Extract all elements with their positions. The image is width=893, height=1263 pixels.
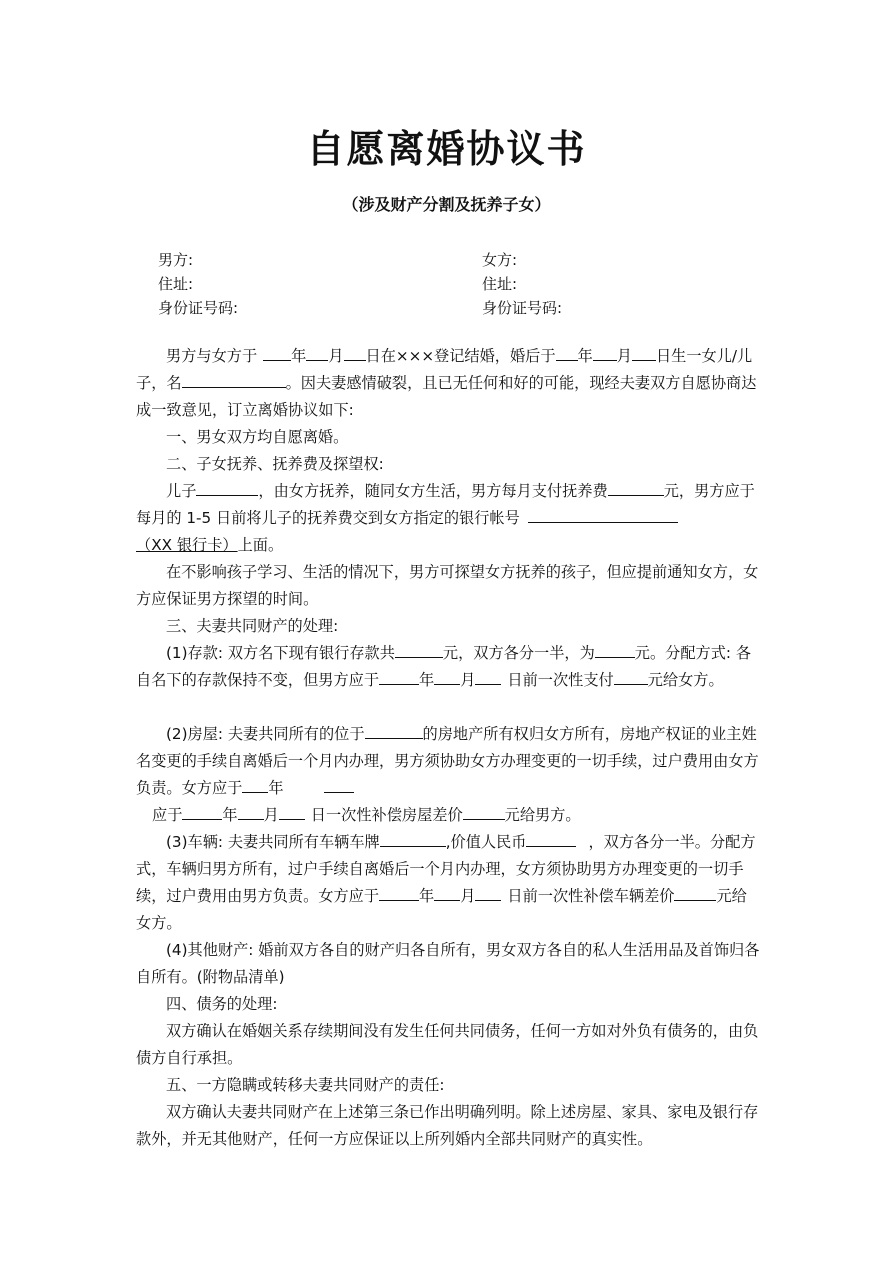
- male-label: 男方:: [158, 251, 194, 269]
- section-2-heading: 二、子女抚养、抚养费及探望权:: [166, 455, 384, 473]
- document-title: 自愿离婚协议书: [306, 127, 587, 171]
- bank-card-note: （XX 银行卡）: [136, 536, 238, 554]
- female-id-label: 身份证号码:: [482, 299, 563, 317]
- party-female-block: [482, 248, 562, 320]
- male-id-label: 身份证号码:: [158, 299, 239, 317]
- child-support-paragraph: 儿子 ，由女方抚养，随同女方生活，男方每月支付抚养费 元，男方应于每月的 1-5 日前将儿子的抚养费交到女方指定的银行帐号 （XX 银行卡）上面。: [136, 482, 755, 554]
- male-address-label: 住址:: [158, 275, 194, 293]
- concealment-paragraph: 双方确认夫妻共同财产在上述第三条已作出明确列明。除上述房屋、家具、家电及银行存款外，并无其他财产，任何一方应保证以上所列婚内全部共同财产的真实性。: [136, 1103, 759, 1148]
- section-5-heading: 五、一方隐瞒或转移夫妻共同财产的责任:: [166, 1076, 445, 1094]
- section-3-heading: 三、夫妻共同财产的处理:: [166, 617, 339, 635]
- section-4-heading: 四、债务的处理:: [166, 995, 278, 1013]
- other-property-paragraph: (4)其他财产: 婚前双方各自的财产归各自所有，男女双方各自的私人生活用品及首饰归各自所有。(附物品清单): [136, 941, 760, 986]
- female-label: 女方:: [482, 251, 518, 269]
- car-paragraph: (3)车辆: 夫妻共同所有车辆车牌 ,价值人民币 ，双方各分一半。分配方式，车辆归男方所有，过户手续自离婚后一个月内办理，女方须协助男方办理变更的一切手续，过户费用由男方负责。女方应于 年 月 日前一次性补偿车辆差价 元给女方。: [136, 833, 756, 932]
- section-1: 一、男女双方均自愿离婚。: [166, 428, 349, 446]
- house-payment-line: 应于 年 月 日一次性补偿房屋差价 元给男方。: [152, 806, 581, 824]
- deposit-paragraph: (1)存款: 双方名下现有银行存款共 元，双方各分一半，为 元。分配方式: 各自名下的存款保持不变，但男方应于 年 月 日前一次性支付 元给女方。: [136, 644, 752, 689]
- house-paragraph: (2)房屋: 夫妻共同所有的位于 的房地产所有权归女方所有，房地产权证的业主姓名变更的手续自离婚后一个月内办理，男方须协助女方办理变更的一切手续，过户费用由女方负责。女方应于 年: [136, 725, 759, 797]
- document-subtitle: （涉及财产分割及抚养子女）: [342, 195, 551, 214]
- intro-paragraph: 男方与女方于 年 月 日在×××登记结婚，婚后于 年 月 日生一女儿/儿子，名 。因夫妻感情破裂，且已无任何和好的可能，现经夫妻双方自愿协商达成一致意见，订立离婚协议如下:: [136, 347, 757, 419]
- female-address-label: 住址:: [482, 275, 518, 293]
- debt-paragraph: 双方确认在婚姻关系存续期间没有发生任何共同债务，任何一方如对外负有债务的，由负债方自行承担。: [136, 1022, 759, 1067]
- visitation-paragraph: 在不影响孩子学习、生活的情况下，男方可探望女方抚养的孩子，但应提前通知女方，女方应保证男方探望的时间。: [136, 563, 759, 608]
- party-male-block: [158, 248, 238, 320]
